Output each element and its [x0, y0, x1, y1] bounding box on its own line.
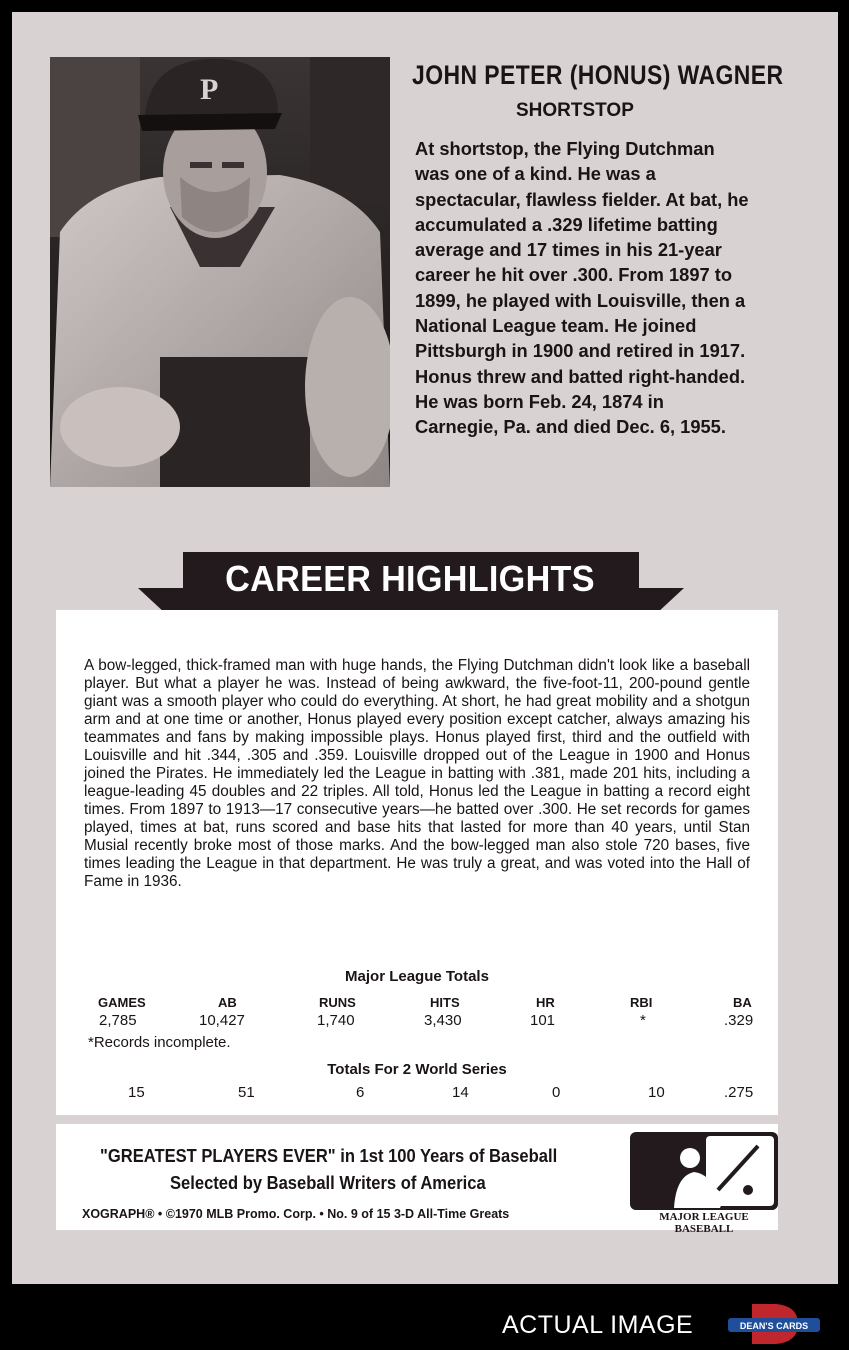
- records-note: *Records incomplete.: [88, 1034, 231, 1051]
- ws-ab: 51: [238, 1084, 255, 1101]
- deans-cards-logo-icon: [724, 1302, 824, 1346]
- copyright-credit: XOGRAPH® • ©1970 MLB Promo. Corp. • No. 9 of 15 3-D All-Time Greats: [82, 1207, 510, 1221]
- ws-hr: 0: [552, 1084, 561, 1101]
- mlb-rbi: *: [640, 1012, 646, 1029]
- stat-header-hits: HITS: [430, 995, 460, 1010]
- actual-image-label: ACTUAL IMAGE: [502, 1311, 694, 1339]
- stat-header-runs: RUNS: [319, 995, 356, 1010]
- stat-header-ba: BA: [733, 995, 752, 1010]
- player-bio: At shortstop, the Flying Dutchman was one of a kind. He was a spectacular, flawless fielder. At bat, he accumulated a .329 lifetime batting average and 17 times in his 21-year career he hit over .300. From 1897 to 1899, he played with Louisville, then a National League team. He joined Pittsburgh in 1900 and retired in 1917. Honus threw and batted right-handed. He was born Feb. 24, 1874 in Carnegie, Pa. and died Dec. 6, 1955.: [415, 138, 749, 438]
- mlb-ba: .329: [724, 1012, 754, 1029]
- stat-header-hr: HR: [536, 995, 555, 1010]
- mlb-ab: 10,427: [199, 1012, 245, 1029]
- player-photo: [50, 57, 390, 487]
- stat-header-rbi: RBI: [630, 995, 653, 1010]
- mlb-logo-text: MAJOR LEAGUE BASEBALL: [659, 1211, 749, 1235]
- mlb-games: 2,785: [99, 1012, 137, 1029]
- ws-hits: 14: [452, 1084, 469, 1101]
- ws-rbi: 10: [648, 1084, 665, 1101]
- svg-text:P: P: [200, 73, 219, 106]
- mlb-runs: 1,740: [317, 1012, 355, 1029]
- ws-totals-title: Totals For 2 World Series: [327, 1061, 507, 1078]
- mlb-logo-icon: [630, 1132, 778, 1222]
- player-name: JOHN PETER (HONUS) WAGNER: [412, 60, 784, 90]
- mlb-totals-title: Major League Totals: [345, 968, 489, 985]
- stat-header-games: GAMES: [98, 995, 146, 1010]
- ws-ba: .275: [724, 1084, 754, 1101]
- ws-runs: 6: [356, 1084, 365, 1101]
- svg-text:DEAN'S CARDS: DEAN'S CARDS: [739, 1321, 809, 1331]
- player-position: SHORTSTOP: [516, 100, 634, 121]
- ws-games: 15: [128, 1084, 145, 1101]
- selected-by-line: Selected by Baseball Writers of America: [170, 1173, 486, 1193]
- stat-header-ab: AB: [218, 995, 237, 1010]
- highlights-text: A bow-legged, thick-framed man with huge hands, the Flying Dutchman didn't look like a baseball player. But what a player he was. Instead of being awkward, the five-foot-11, 200-pound gentle giant was a smooth player who could do everything. At short, he had great mobility and a shotgun arm and at one time or another, Honus played every position except catcher, always amazing his teammates and fans by making impossible plays. Honus played first, third and the outfield with Louisville and hit .344, .305 and .359. Louisville dropped out of the League in 1900 and Honus joined the Pirates. He immediately led the League in batting with .381, made 201 hits, including a league-leading 45 doubles and 22 triples. All told, Honus led the League in batting a record eight times. From 1897 to 1913—17 consecutive years—he batted over .300. He set records for games played, times at bat, runs scored and base hits that lasted for more than 40 years, until Stan Musial recently broke most of those marks. And the bow-legged man also stole 720 bases, five times leading the League in that department. He was truly a great, and was voted into the Hall of Fame in 1936.: [84, 657, 750, 890]
- mlb-hits: 3,430: [424, 1012, 462, 1029]
- greatest-players-line: "GREATEST PLAYERS EVER" in 1st 100 Years of Baseball: [100, 1146, 558, 1166]
- mlb-hr: 101: [530, 1012, 556, 1029]
- career-highlights-title: CAREER HIGHLIGHTS: [225, 558, 595, 599]
